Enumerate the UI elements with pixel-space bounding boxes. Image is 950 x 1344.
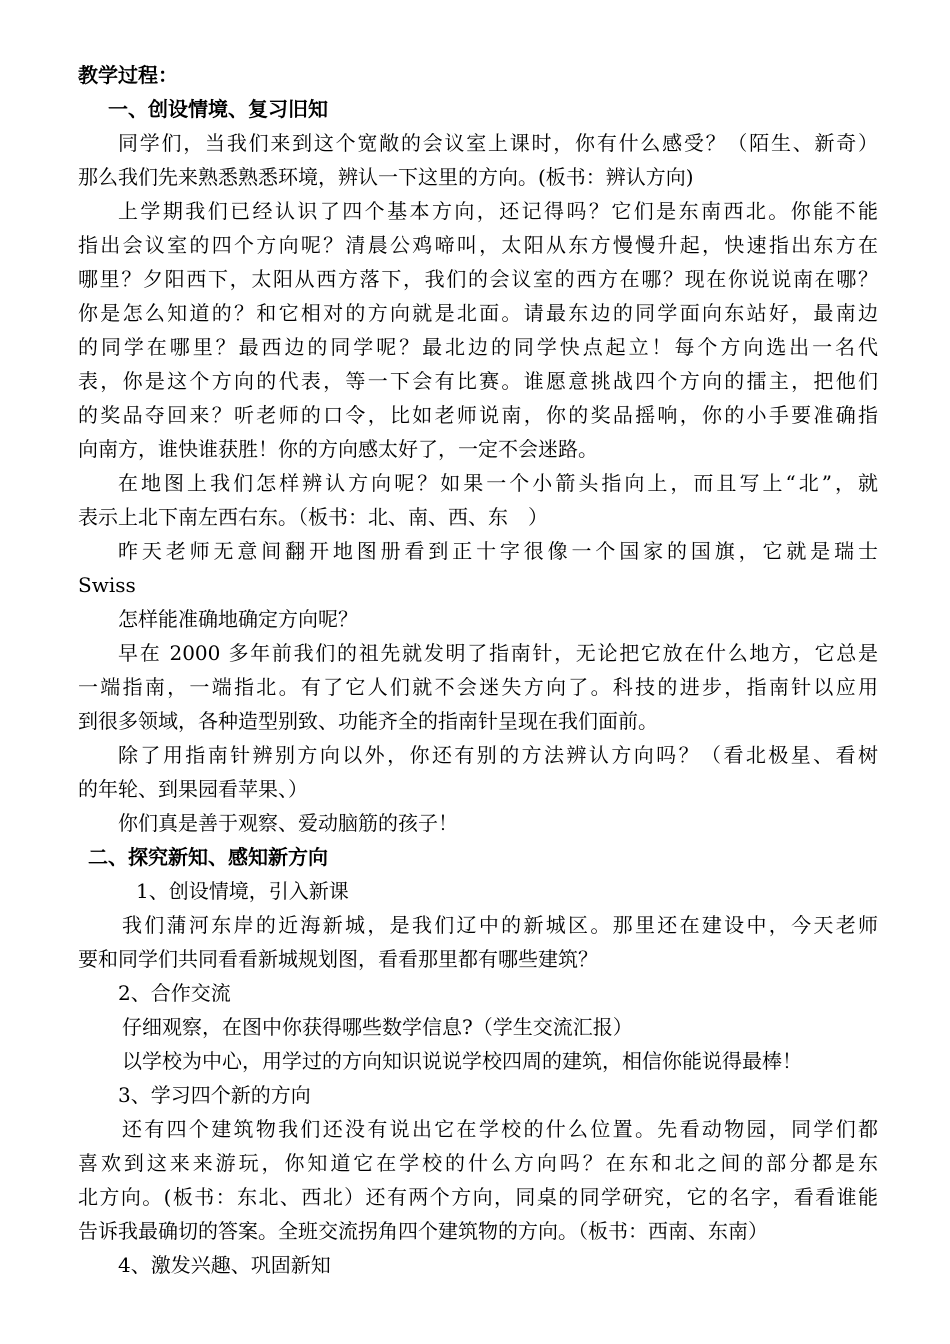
paragraph-line: 的同学在哪里？最西边的同学呢？最北边的同学快点起立！每个方向选出一名代 xyxy=(78,335,878,359)
process-heading: 教学过程： xyxy=(78,63,178,87)
paragraph-line: 那么我们先来熟悉熟悉环境，辨认一下这里的方向。(板书：辨认方向) xyxy=(78,165,694,189)
section1-title: 一、创设情境、复习旧知 xyxy=(108,97,328,121)
paragraph-line: 的奖品夺回来？听老师的口令，比如老师说南，你的奖品摇响，你的小手要准确指 xyxy=(78,403,878,427)
paragraph-line: 北方向。(板书：东北、西北）还有两个方向，同桌的同学研究，它的名字，看看谁能 xyxy=(78,1185,878,1209)
lesson-document xyxy=(78,58,878,1282)
paragraph-line: Swiss xyxy=(78,573,136,597)
paragraph-line: 早在 2000 多年前我们的祖先就发明了指南针，无论把它放在什么地方，它总是 xyxy=(118,641,878,665)
paragraph-line: 以学校为中心，用学过的方向知识说说学校四周的建筑，相信你能说得最棒！ xyxy=(122,1049,802,1073)
paragraph-line: 在地图上我们怎样辨认方向呢？如果一个小箭头指向上，而且写上“北”，就 xyxy=(118,471,878,495)
paragraph-line: 一端指南，一端指北。有了它人们就不会迷失方向了。科技的进步，指南针以应用 xyxy=(78,675,878,699)
paragraph-line: 向南方，谁快谁获胜！你的方向感太好了，一定不会迷路。 xyxy=(78,437,598,461)
paragraph-line: 告诉我最确切的答案。全班交流拐角四个建筑物的方向。（板书：西南、东南） xyxy=(78,1219,768,1243)
paragraph-line: 我们蒲河东岸的近海新城，是我们辽中的新城区。那里还在建设中，今天老师 xyxy=(122,913,878,937)
paragraph-line: 到很多领域，各种造型别致、功能齐全的指南针呈现在我们面前。 xyxy=(78,709,658,733)
section2-title: 二、探究新知、感知新方向 xyxy=(88,845,328,869)
paragraph-line: 你是怎么知道的？和它相对的方向就是北面。请最东边的同学面向东站好，最南边 xyxy=(78,301,878,325)
paragraph-line: 除了用指南针辨别方向以外，你还有别的方法辨认方向吗？（看北极星、看树 xyxy=(118,743,878,767)
subsection-title: 2、合作交流 xyxy=(118,981,231,1005)
paragraph-line: 哪里？夕阳西下，太阳从西方落下，我们的会议室的西方在哪？现在你说说南在哪？ xyxy=(78,267,878,291)
paragraph-line: 怎样能准确地确定方向呢？ xyxy=(118,607,358,631)
paragraph-line: 表，你是这个方向的代表，等一下会有比赛。谁愿意挑战四个方向的擂主，把他们 xyxy=(78,369,878,393)
paragraph-line: 同学们，当我们来到这个宽敞的会议室上课时，你有什么感受？（陌生、新奇） xyxy=(118,131,878,155)
paragraph-line: 要和同学们共同看看新城规划图，看看那里都有哪些建筑？ xyxy=(78,947,598,971)
paragraph-line: 表示上北下南左西右东。（板书：北、南、西、东 ） xyxy=(78,505,548,529)
subsection-title: 4、激发兴趣、巩固新知 xyxy=(118,1253,331,1277)
paragraph-line: 仔细观察，在图中你获得哪些数学信息?（学生交流汇报） xyxy=(122,1015,633,1039)
paragraph-line: 指出会议室的四个方向呢？清晨公鸡啼叫，太阳从东方慢慢升起，快速指出东方在 xyxy=(78,233,878,257)
paragraph-line: 的年轮、到果园看苹果、） xyxy=(78,777,308,801)
paragraph-line: 还有四个建筑物我们还没有说出它在学校的什么位置。先看动物园，同学们都 xyxy=(122,1117,878,1141)
subsection-title: 3、学习四个新的方向 xyxy=(118,1083,311,1107)
paragraph-line: 你们真是善于观察、爱动脑筋的孩子！ xyxy=(118,811,458,835)
subsection-title: 1、创设情境，引入新课 xyxy=(136,879,349,903)
paragraph-line: 上学期我们已经认识了四个基本方向，还记得吗？它们是东南西北。你能不能 xyxy=(118,199,878,223)
paragraph-line: 喜欢到这来来游玩，你知道它在学校的什么方向吗？在东和北之间的部分都是东 xyxy=(78,1151,878,1175)
paragraph-line: 昨天老师无意间翻开地图册看到正十字很像一个国家的国旗，它就是瑞士 xyxy=(118,539,878,563)
